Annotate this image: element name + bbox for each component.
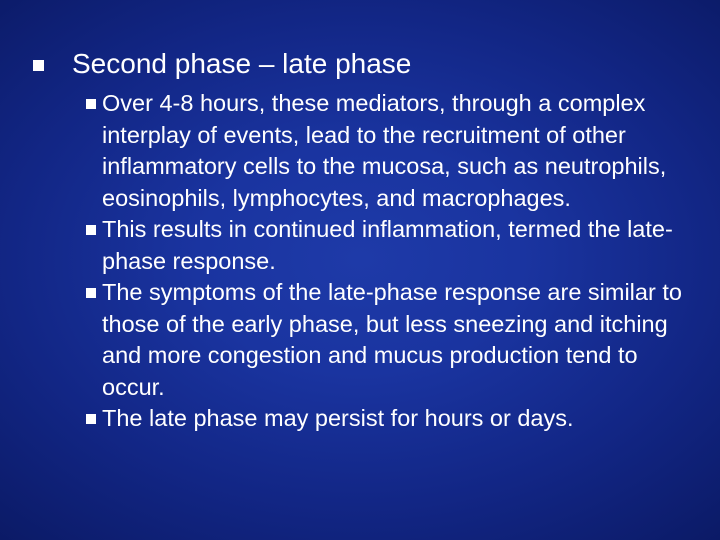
slide-heading: Second phase – late phase xyxy=(72,48,412,79)
sub-bullet-item xyxy=(86,88,696,214)
sub-bullet-item xyxy=(86,214,696,277)
square-bullet-icon xyxy=(86,288,96,298)
sub-bullet-text: The symptoms of the late-phase response are similar to those of the early phase, but less sneezing and itching and more congestion and mucus production tend to occur. xyxy=(102,279,682,400)
sub-bullet-item xyxy=(86,277,696,403)
sub-bullet-text: This results in continued inflammation, termed the late-phase response. xyxy=(102,216,673,274)
sub-bullet-item xyxy=(86,403,696,435)
sub-bullet-text: Over 4-8 hours, these mediators, through a complex interplay of events, lead to the recruitment of other inflammatory cells to the mucosa, such as neutrophils, eosinophils, lymphocytes, and macrophages. xyxy=(102,90,667,211)
sub-bullet-text: The late phase may persist for hours or days. xyxy=(102,405,574,431)
square-bullet-icon xyxy=(33,60,44,71)
square-bullet-icon xyxy=(86,99,96,109)
square-bullet-icon xyxy=(86,225,96,235)
sub-bullet-list xyxy=(86,88,696,435)
square-bullet-icon xyxy=(86,414,96,424)
